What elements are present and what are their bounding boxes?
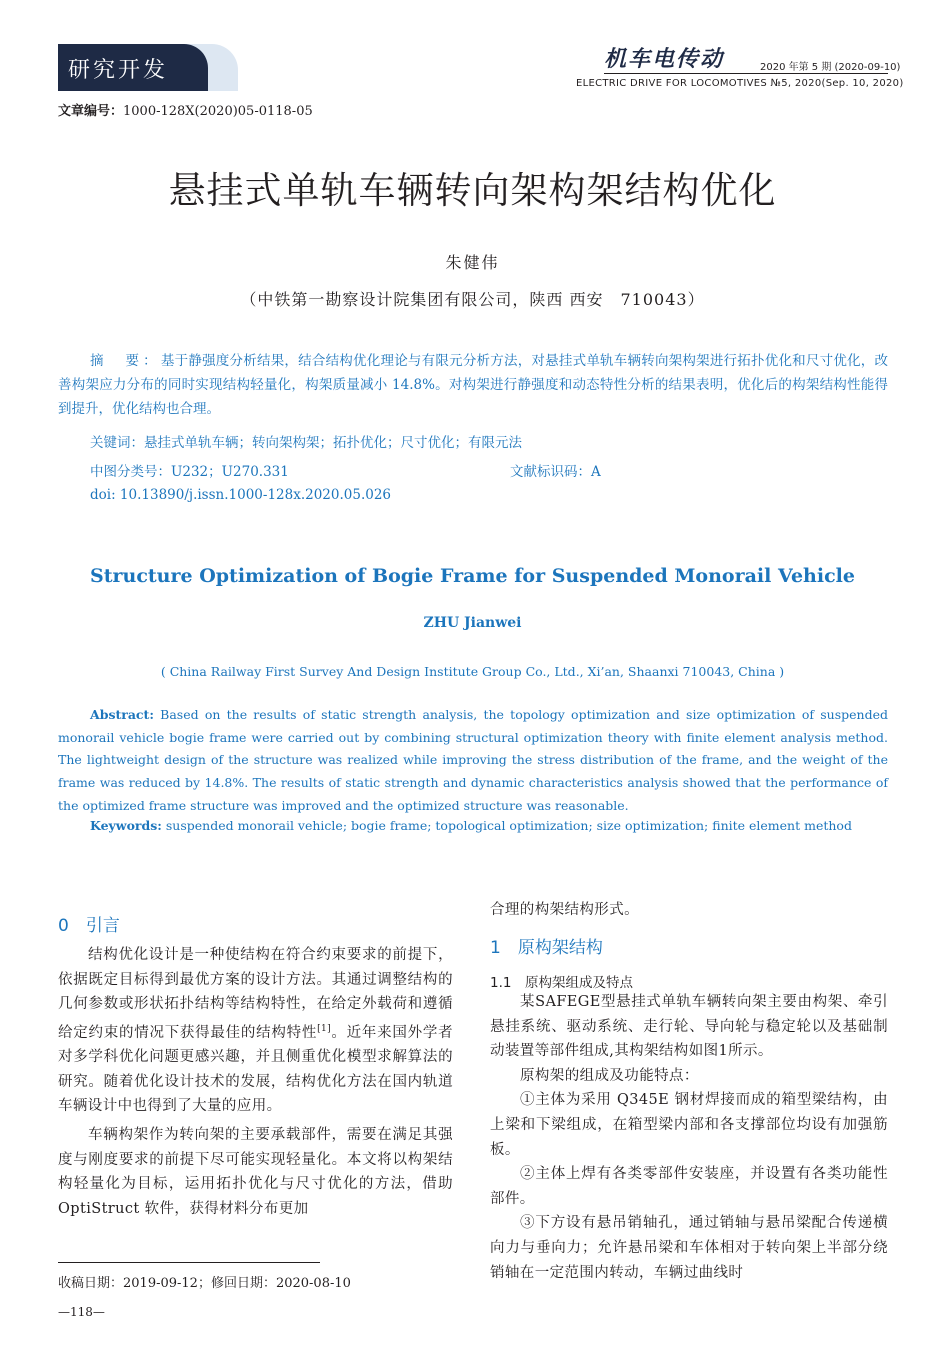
abstract-cn-label: 摘 要： [90, 353, 161, 369]
abstract-en-text: Based on the results of static strength analysis, the topology optimization and size optimization of suspended monorail vehicle bogie frame were carried out by combining structural optimization theory with finite element analysis method. The lightweight design of the structure was realized while improving the stress distribution of the frame, and the weight of the frame was reduced by 14.8%. The results of static strength and dynamic characteristics analysis showed that the performance of the optimized frame structure was improved and the optimized structure was reasonable. [58, 707, 888, 813]
clc-label: 中图分类号： [90, 464, 171, 480]
citation-ref[interactable]: [1] [317, 1023, 332, 1034]
affiliation-en: ( China Railway First Survey And Design Institute Group Co., Ltd., Xi’an, Shaanxi 710043, China ) [160, 664, 785, 679]
issue-info: 2020 年第 5 期 (2020-09-10) [760, 62, 901, 73]
keywords-en-text: suspended monorail vehicle; bogie frame; topological optimization; size optimization; finite element method [161, 818, 852, 833]
frame-paragraph-3: ①主体为采用 Q345E 钢材焊接而成的箱型梁结构，由上梁和下梁组成，在箱型梁内部和各支撑部位均设有加强筋板。 [490, 1092, 888, 1158]
section-0-heading: 0 引言 [58, 916, 120, 936]
clc-number [90, 460, 289, 480]
intro-paragraph-2: 车辆构架作为转向架的主要承载部件，需要在满足其强度与刚度要求的前提下尽可能实现轻量化。本文将以构架结构轻量化为目标，运用拓扑优化与尺寸优化的方法，借助 OptiStruct 软件，获得材料分布更加 [58, 1126, 453, 1217]
frame-paragraph-4: ②主体上焊有各类零部件安装座，并设置有各类功能性部件。 [490, 1166, 888, 1207]
article-number [58, 100, 313, 119]
received-revised-dates: 收稿日期：2019-09-12；修回日期：2020-08-10 [58, 1276, 351, 1291]
author-cn: 朱健伟 [445, 253, 500, 272]
affiliation-cn: （中铁第一勘察设计院集团有限公司，陕西 西安 710043） [240, 290, 705, 309]
left-column [58, 943, 453, 1221]
frame-paragraph-2: 原构架的组成及功能特点： [520, 1067, 699, 1084]
keywords-en-label: Keywords: [90, 818, 162, 833]
section-1-heading: 1 原构架结构 [490, 938, 603, 958]
abstract-en [58, 704, 888, 818]
intro-paragraph-1-cont: 。近年来国外学者对多学科优化问题更感兴趣，并且侧重优化模型求解算法的研究。随着优化设计技术的发展，结构优化方法在国内轨道车辆设计中也得到了大量的应用。 [58, 1024, 453, 1115]
abstract-en-label: Abstract: [90, 707, 154, 722]
author-en: ZHU Jianwei [423, 615, 522, 631]
intro-paragraph-1 [58, 943, 453, 1119]
abstract-cn-text: 基于静强度分析结果，结合结构优化理论与有限元分析方法，对悬挂式单轨车辆转向架构架进行拓扑优化和尺寸优化，改善构架应力分布的同时实现结构轻量化，构架质量减小 14.8%。对构架进行静强度和动态特性分析的结果表明，优化后的构架结构性能得到提升，优化结构也合理。 [58, 353, 889, 417]
keywords-en [90, 818, 852, 833]
abstract-cn [58, 349, 888, 421]
footnote-rule [58, 1262, 320, 1263]
clc-value: U232；U270.331 [171, 464, 289, 480]
frame-paragraph-5: ③下方设有悬吊销轴孔，通过销轴与悬吊梁配合传递横向力与垂向力；允许悬吊梁和车体相对于转向架上半部分绕销轴在一定范围内转动，车辆过曲线时 [490, 1215, 888, 1281]
section-badge: 研究开发 [58, 44, 208, 91]
document-code-label: 文献标识码： [510, 464, 591, 480]
article-number-label: 文章编号： [58, 104, 124, 119]
doi-link[interactable]: doi: 10.13890/j.issn.1000-128x.2020.05.026 [90, 487, 392, 503]
keywords-cn [90, 431, 522, 451]
journal-logo: 机车电传动 [604, 46, 725, 72]
intro-paragraph-2-continuation: 合理的构架结构形式。 [490, 902, 639, 918]
intro-paragraph-1-text: 结构优化设计是一种使结构在符合约束要求的前提下，依据既定目标得到最优方案的设计方法。其通过调整结构的几何参数或形状拓扑结构等结构特性，在给定外载荷和遵循给定约束的情况下获得最佳的结构特性 [58, 947, 453, 1041]
journal-english-info: ELECTRIC DRIVE FOR LOCOMOTIVES №5, 2020(Sep. 10, 2020) [576, 78, 904, 89]
article-number-value: 1000-128X(2020)05-0118-05 [123, 104, 313, 119]
page-title-cn: 悬挂式单轨车辆转向架构架结构优化 [168, 169, 777, 212]
header-rule [604, 73, 888, 74]
right-column [490, 990, 888, 1285]
keywords-cn-text: 悬挂式单轨车辆；转向架构架；拓扑优化；尺寸优化；有限元法 [144, 435, 522, 451]
frame-paragraph-1: 某SAFEGE型悬挂式单轨车辆转向架主要由构架、牵引悬挂系统、驱动系统、走行轮、导向轮与稳定轮以及基础制动装置等部件组成,其构架结构如图1所示。 [490, 994, 888, 1060]
page-title-en: Structure Optimization of Bogie Frame for Suspended Monorail Vehicle [90, 565, 855, 587]
section-1-1-heading: 1.1 原构架组成及特点 [490, 975, 633, 991]
document-code-value: A [591, 464, 601, 480]
keywords-cn-label: 关键词： [90, 435, 144, 451]
page-number: —118— [58, 1305, 105, 1319]
document-code [510, 460, 601, 480]
